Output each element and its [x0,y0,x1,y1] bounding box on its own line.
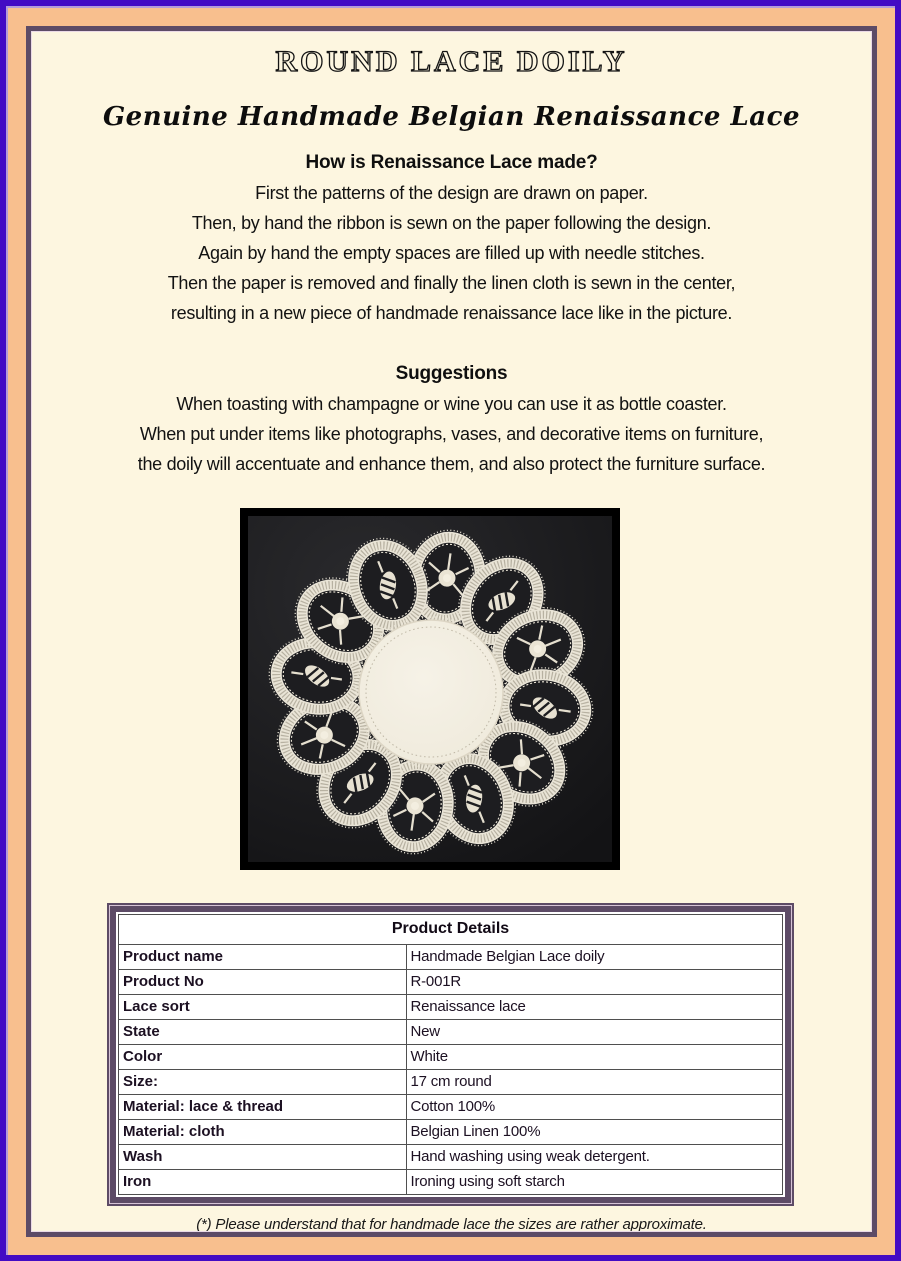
how-made-line: resulting in a new piece of handmade renaissance lace like in the picture. [170,303,733,323]
row-label: Color [119,1045,407,1070]
table-header: Product Details [119,915,783,945]
table-frame-inner [110,906,791,1203]
page-title-text: ROUND LACE DOILY [275,45,628,78]
page-subtitle: Genuine Handmade Belgian Renaissance Lace [102,102,801,132]
section-how-made [32,151,871,328]
row-value: 17 cm round [406,1070,783,1095]
purple-frame [26,26,877,1237]
row-label: Material: lace & thread [119,1095,407,1120]
row-label: Wash [119,1145,407,1170]
row-label: Size: [119,1070,407,1095]
how-made-line: Again by hand the empty spaces are filled up with needle stitches. [198,243,705,263]
product-details-table [107,903,794,1206]
table-row [119,1120,783,1145]
table-row [119,970,783,995]
row-label: Material: cloth [119,1120,407,1145]
table-row [119,1170,783,1195]
page-title [32,37,871,83]
row-value: Ironing using soft starch [406,1170,783,1195]
row-label: State [119,1020,407,1045]
doily-photo-illustration [248,516,612,862]
suggestions-heading: Suggestions [395,363,508,384]
peach-border [8,8,895,1255]
page-content [32,32,871,1231]
suggestions-line: the doily will accentuate and enhance them, and also protect the furniture surface. [137,454,766,474]
table-row [119,1145,783,1170]
row-value: White [406,1045,783,1070]
product-photo [240,508,620,870]
row-value: Belgian Linen 100% [406,1120,783,1145]
row-value: Hand washing using weak detergent. [406,1145,783,1170]
row-value: R-001R [406,970,783,995]
how-made-line: First the patterns of the design are drawn on paper. [255,183,648,203]
row-value: Renaissance lace [406,995,783,1020]
table-row [119,1045,783,1070]
table-frame-line [109,905,792,1204]
row-value: Cotton 100% [406,1095,783,1120]
details-table [118,914,783,1195]
how-made-line: Then, by hand the ribbon is sewn on the paper following the design. [191,213,712,233]
section-suggestions [32,362,871,479]
how-made-heading: How is Renaissance Lace made? [305,152,598,173]
table-row [119,1070,783,1095]
table-row [119,1020,783,1045]
row-label: Product No [119,970,407,995]
how-made-text [32,178,871,328]
footnote: (*) Please understand that for handmade lace the sizes are rather approximate. [196,1216,707,1231]
frame-inner-line [31,31,872,1232]
lavender-border [6,6,895,1255]
table-row [119,995,783,1020]
row-value: New [406,1020,783,1045]
suggestions-line: When put under items like photographs, vases, and decorative items on furniture, [139,424,764,444]
row-value: Handmade Belgian Lace doily [406,945,783,970]
table-row [119,945,783,970]
row-label: Lace sort [119,995,407,1020]
row-label: Product name [119,945,407,970]
row-label: Iron [119,1170,407,1195]
suggestions-line: When toasting with champagne or wine you can use it as bottle coaster. [176,394,727,414]
table-row [119,1095,783,1120]
suggestions-text [32,389,871,479]
table-header-row [119,915,783,945]
how-made-line: Then the paper is removed and finally the linen cloth is sewn in the center, [167,273,736,293]
